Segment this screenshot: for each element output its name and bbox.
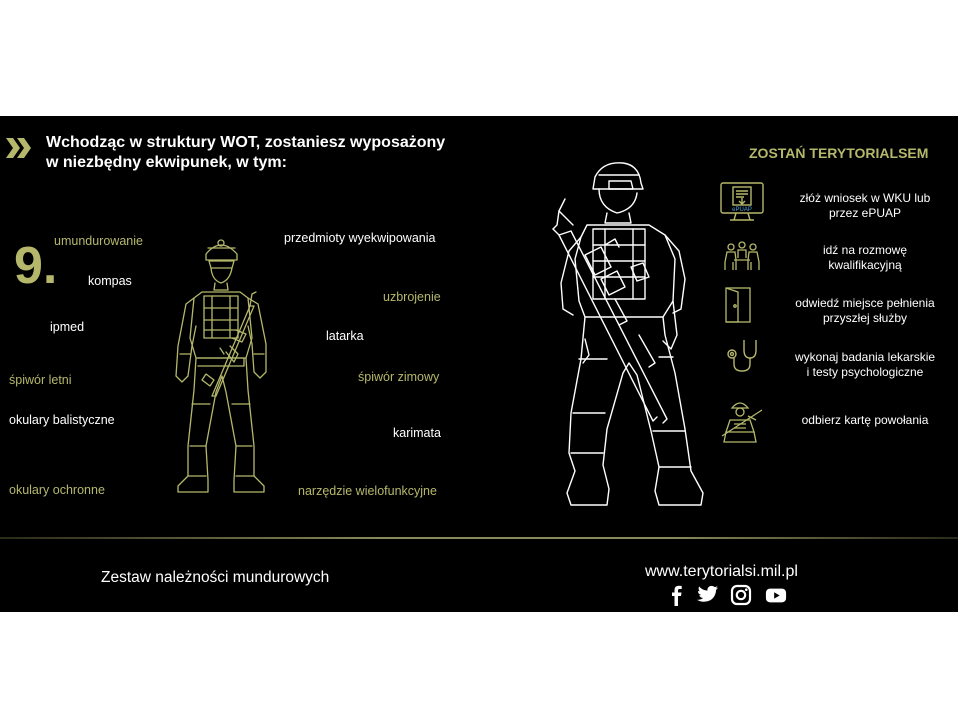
stethoscope-icon xyxy=(722,338,758,374)
footer-title: Zestaw należności mundurowych xyxy=(101,569,330,586)
step-2-line-1: idź na rozmowę xyxy=(822,243,908,257)
equipment-item: śpiwór letni xyxy=(9,373,72,387)
step-2-line-2: kwalifikacyjną xyxy=(828,258,902,272)
facebook-icon[interactable] xyxy=(666,584,688,606)
headline-line-2: w niezbędny ekwipunek, w tym: xyxy=(46,154,287,171)
equipment-item: śpiwór zimowy xyxy=(358,370,440,384)
headline-line-1: Wchodząc w struktury WOT, zostaniesz wyposażony xyxy=(46,134,446,151)
soldier-equipment-figure xyxy=(166,234,278,496)
equipment-count: 9. xyxy=(14,237,58,295)
cta-title: ZOSTAŃ TERYTORIALSEM xyxy=(749,145,929,161)
soldier-figure xyxy=(545,159,710,509)
step-text-2 xyxy=(780,243,950,273)
step-text-3 xyxy=(780,296,950,326)
soldier-icon xyxy=(720,398,764,444)
step-5-line-1: odbierz kartę powołania xyxy=(801,413,929,427)
step-text-5 xyxy=(780,413,950,428)
equipment-item: kompas xyxy=(88,274,132,288)
equipment-item: latarka xyxy=(326,329,364,343)
headline xyxy=(46,133,466,173)
step-3-line-1: odwiedź miejsce pełnienia xyxy=(795,296,935,310)
equipment-item: przedmioty wyekwipowania xyxy=(284,231,436,245)
step-4-line-1: wykonaj badania lekarskie xyxy=(794,350,936,364)
instagram-icon[interactable] xyxy=(730,584,752,606)
equipment-item: okulary ochronne xyxy=(9,483,105,497)
interview-icon xyxy=(722,240,762,272)
equipment-item: ipmed xyxy=(50,320,85,334)
divider xyxy=(0,537,958,539)
recruitment-banner xyxy=(0,116,958,612)
equipment-item: uzbrojenie xyxy=(383,290,441,304)
step-4-line-2: i testy psychologiczne xyxy=(806,365,924,379)
step-1-line-1: złóż wniosek w WKU lub xyxy=(799,191,931,205)
monitor-document-icon xyxy=(718,180,766,224)
equipment-item: umundurowanie xyxy=(54,234,143,248)
equipment-item: okulary balistyczne xyxy=(9,413,115,427)
youtube-icon[interactable] xyxy=(765,584,787,606)
step-text-1 xyxy=(780,191,950,221)
website-link[interactable]: www.terytorialsi.mil.pl xyxy=(645,563,798,580)
equipment-item: karimata xyxy=(393,426,441,440)
double-chevron-icon xyxy=(6,138,32,158)
door-icon xyxy=(722,286,754,324)
twitter-icon[interactable] xyxy=(697,584,719,606)
equipment-item: narzędzie wielofunkcyjne xyxy=(298,484,437,498)
step-text-4 xyxy=(780,350,950,380)
epuap-logo-text: ePUAP xyxy=(732,207,752,213)
step-1-line-2: przez ePUAP xyxy=(828,206,902,220)
step-3-line-2: przyszłej służby xyxy=(822,311,908,325)
